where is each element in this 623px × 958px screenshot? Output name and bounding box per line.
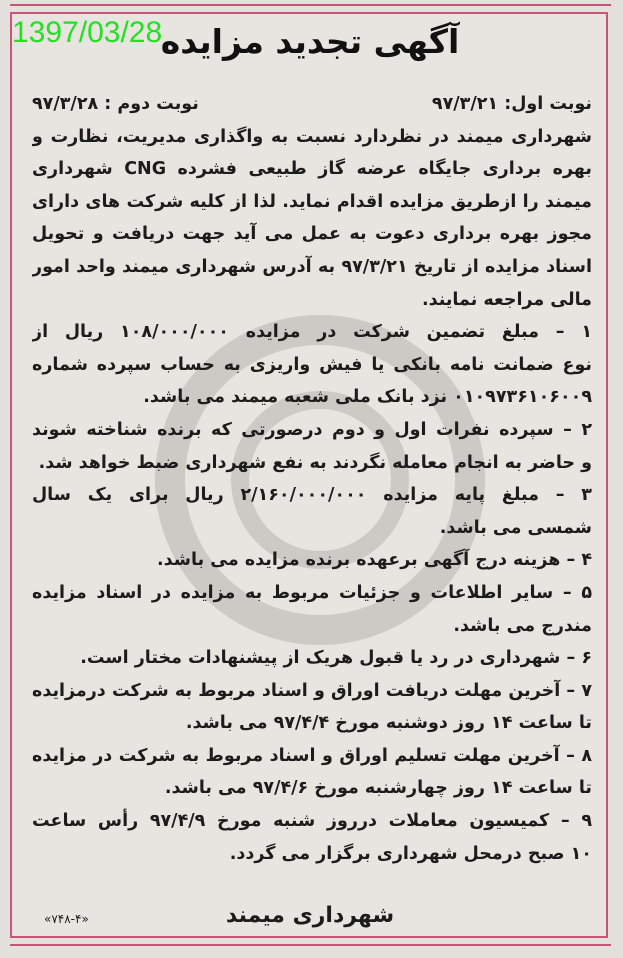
item-line: ۵ – سایر اطلاعات و جزئیات مربوط به مزایده در اسناد مزایده bbox=[32, 582, 592, 603]
date-stamp: 1397/03/28 bbox=[12, 16, 163, 49]
item-line: ۶ – شهرداری در رد یا قبول هریک از پیشنهادات مختار است. bbox=[80, 648, 592, 669]
intro-line: اسناد مزایده از تاریخ ۹۷/۳/۲۱ به آدرس شهرداری میمند واحد امور bbox=[32, 256, 592, 277]
item-line: ۴ – هزینه درج آگهی برعهده برنده مزایده می باشد. bbox=[157, 550, 592, 571]
notice-body bbox=[32, 88, 592, 870]
item-line: شمسی می باشد. bbox=[439, 517, 592, 538]
intro-line: شهرداری میمند در نظردارد نسبت به واگذاری مدیریت، نظارت و bbox=[32, 126, 592, 147]
item-line: ۹ – کمیسیون معاملات درروز شنبه مورخ ۹۷/۴/۹ رأس ساعت bbox=[32, 811, 592, 832]
item-line: ۷ – آخرین مهلت دریافت اوراق و اسناد مربوط به شرکت درمزایده bbox=[32, 680, 592, 701]
first-publication-date: نوبت اول: ۹۷/۳/۲۱ bbox=[431, 94, 592, 114]
item-line: تا ساعت ۱۴ روز دوشنبه مورخ ۹۷/۴/۴ می باشد. bbox=[185, 713, 592, 734]
intro-line: مالی مراجعه نمایند. bbox=[421, 289, 592, 310]
item-line: ۳ – مبلغ پایه مزایده ۲/۱۶۰/۰۰۰/۰۰۰ ریال برای یک سال bbox=[32, 485, 592, 506]
intro-line: بهره برداری جایگاه عرضه گاز طبیعی فشرده CNG شهرداری bbox=[32, 159, 592, 180]
top-divider bbox=[10, 0, 611, 6]
item-line: و حاضر به انجام معامله نگردند به نفع شهرداری ضبط خواهد شد. bbox=[38, 452, 592, 473]
publication-dates bbox=[32, 88, 592, 121]
item-line: ۱ – مبلغ تضمین شرکت در مزایده ۱۰۸/۰۰۰/۰۰۰ ریال از bbox=[32, 322, 592, 343]
second-publication-date: نوبت دوم : ۹۷/۳/۲۸ bbox=[32, 94, 199, 114]
ad-code: «۷۴۸-۴» bbox=[44, 912, 89, 926]
item-line: ۱۰ صبح درمحل شهرداری برگزار می گردد. bbox=[229, 843, 592, 864]
signature: شهرداری میمند bbox=[225, 903, 395, 928]
notice-title: آگهی تجدید مزایده bbox=[160, 22, 460, 61]
item-line: مندرج می باشد. bbox=[453, 615, 592, 636]
item-line: ۲ – سپرده نفرات اول و دوم درصورتی که برنده شناخته شوند bbox=[32, 419, 592, 440]
intro-line: میمند را ازطریق مزایده اقدام نماید. لذا از کلیه شرکت های دارای bbox=[32, 191, 592, 212]
item-line: تا ساعت ۱۴ روز چهارشنبه مورخ ۹۷/۴/۶ می باشد. bbox=[164, 778, 592, 799]
item-line: ۰۱۰۹۷۳۶۱۰۶۰۰۹ نزد بانک ملی شعبه میمند می باشد. bbox=[143, 387, 592, 408]
item-line: نوع ضمانت نامه بانکی یا فیش واریزی به حساب سپرده شماره bbox=[32, 354, 592, 375]
intro-line: مجوز بهره برداری دعوت به عمل می آید جهت دریافت و تحویل bbox=[32, 224, 592, 245]
item-line: ۸ – آخرین مهلت تسلیم اوراق و اسناد مربوط به شرکت در مزایده bbox=[32, 745, 592, 766]
